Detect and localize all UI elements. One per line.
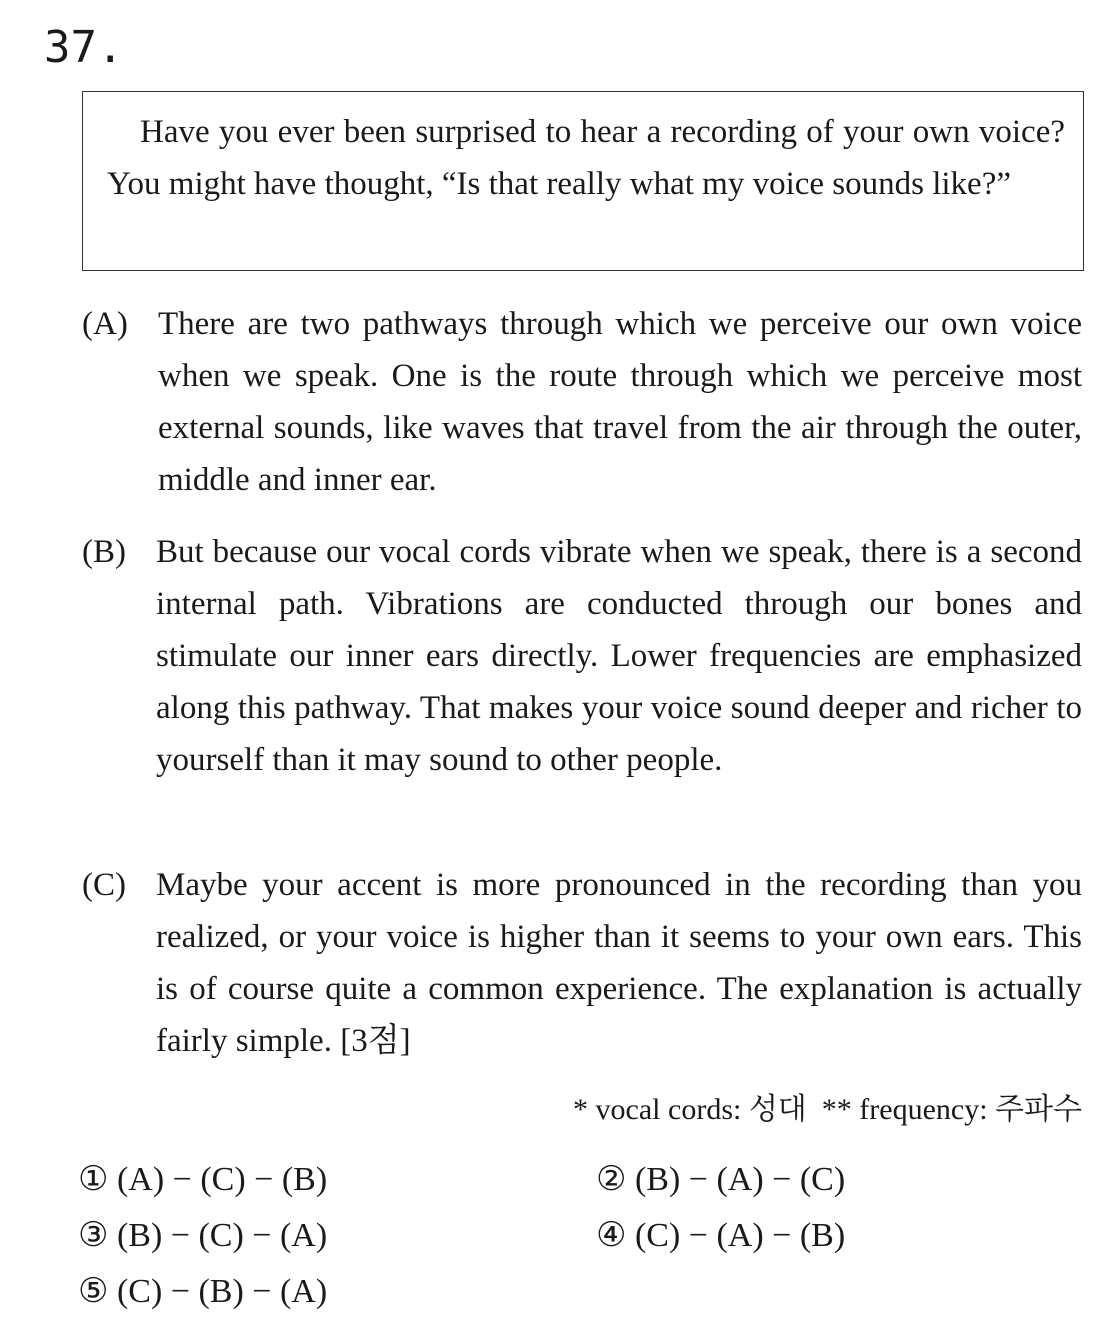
- choice-1-text: (A) − (C) − (B): [116, 1161, 328, 1198]
- paragraph-a-text: There are two pathways through which we perceive our own voice when we speak. One is the route through which we perceive most external sounds, like waves that travel from the air through the outer, middle and inner ear.: [158, 306, 1082, 498]
- choice-1[interactable]: [78, 1152, 327, 1208]
- choice-5-marker: ⑤: [78, 1273, 109, 1310]
- choice-5-text: (C) − (B) − (A): [116, 1273, 328, 1310]
- paragraph-a: [82, 298, 1082, 506]
- choice-1-marker: ①: [78, 1161, 109, 1198]
- paragraph-c-text: Maybe your accent is more pronounced in the recording than you realized, or your voice is higher than it seems to your own ears. This is of course quite a common experience. The explanation is actually fairly simple. [3점]: [156, 867, 1082, 1059]
- intro-text: Have you ever been surprised to hear a recording of your own voice? You might have thought, “Is that really what my voice sounds like?”: [107, 114, 1065, 202]
- footnote-frequency: ** frequency: 주파수: [821, 1093, 1082, 1126]
- paragraph-b-label: (B): [82, 534, 126, 570]
- choice-4-marker: ④: [596, 1217, 627, 1254]
- intro-box: [82, 91, 1084, 271]
- footnote-vocal-cords: * vocal cords: 성대: [573, 1093, 807, 1126]
- choice-4[interactable]: [596, 1208, 845, 1264]
- choice-2[interactable]: [596, 1152, 845, 1208]
- choice-2-text: (B) − (A) − (C): [634, 1161, 846, 1198]
- choice-4-text: (C) − (A) − (B): [634, 1217, 846, 1254]
- choice-3[interactable]: [78, 1208, 327, 1264]
- paragraph-c-label: (C): [82, 867, 126, 903]
- choice-2-marker: ②: [596, 1161, 627, 1198]
- choice-5[interactable]: [78, 1264, 327, 1320]
- paragraph-a-label: (A): [82, 306, 128, 342]
- choice-3-marker: ③: [78, 1217, 109, 1254]
- paragraph-c: [82, 859, 1082, 1067]
- paragraph-b: [82, 526, 1082, 786]
- choice-3-text: (B) − (C) − (A): [116, 1217, 328, 1254]
- footnotes: [573, 1088, 1082, 1132]
- paragraph-b-text: But because our vocal cords vibrate when we speak, there is a second internal path. Vibrations are conducted through our bones and stimulate our inner ears directly. Lower frequencies are emphasized along this pathway. That makes your voice sound deeper and richer to yourself than it may sound to other people.: [156, 534, 1082, 778]
- question-number: 37.: [44, 22, 124, 73]
